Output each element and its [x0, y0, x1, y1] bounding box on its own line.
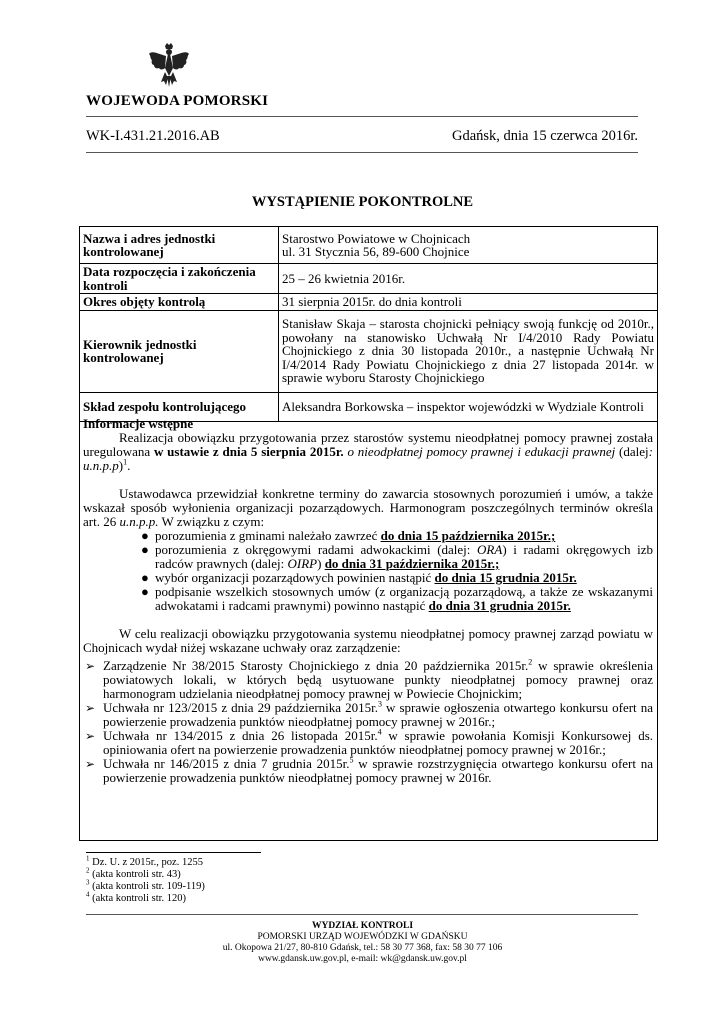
- intro-heading: Informacje wstępne: [83, 416, 194, 431]
- deadline: do dnia 15 grudnia 2015r.: [434, 570, 577, 585]
- place-date: Gdańsk, dnia 15 czerwca 2016r.: [451, 128, 638, 144]
- footnote: [86, 854, 205, 869]
- footnote-ref: 3: [377, 699, 382, 709]
- text: Zarządzenie Nr 38/2015 Starosty Chojnickiego z dnia 20 października 2015r.: [103, 658, 529, 673]
- text: w sprawie powołania Komisji Konkursowej ds. opiniowania ofert na powierzenie prowadzenia punktów nieodpłatnej pomocy prawnej w 2016r.;: [103, 728, 653, 757]
- deadline: do dnia 31 grudnia 2015r.: [428, 598, 571, 613]
- arrow-bullet-icon: ➢: [85, 701, 96, 715]
- footnote-number: 3: [86, 878, 90, 887]
- text: Uchwała nr 123/2015 z dnia 29 października 2015r.: [103, 700, 378, 715]
- row-value: 25 – 26 kwietnia 2016r.: [279, 264, 658, 294]
- text: podpisanie wszelkich stosownych umów (z organizacją pozarządową, a także ze wskazanymi adwokatami i radcami prawnymi) powinno nastąpić: [155, 584, 653, 613]
- text: porozumienia z okręgowymi radami adwokackimi (dalej:: [155, 542, 478, 557]
- footer: [0, 921, 725, 965]
- list-item: [83, 585, 653, 613]
- intro-paragraph-1: [83, 431, 653, 473]
- text: Uchwała nr 146/2015 z dnia 7 grudnia 2015r.: [103, 756, 350, 771]
- header-divider: [86, 116, 638, 117]
- table-row: [80, 294, 658, 311]
- footnote-number: 2: [86, 866, 90, 875]
- footer-address: ul. Okopowa 21/27, 80-810 Gdańsk, tel.: 58 30 77 368, fax: 58 30 77 106: [222, 943, 503, 953]
- text-italic: o nieodpłatnej pomocy prawnej i edukacji prawnej: [343, 444, 616, 459]
- footnote-ref: 4: [377, 727, 382, 737]
- footnotes: [86, 854, 205, 905]
- table-row: [80, 227, 658, 264]
- bullet-icon: ●: [141, 542, 149, 557]
- footer-department: WYDZIAŁ KONTROLI: [311, 921, 414, 931]
- text: porozumienia z gminami należało zawrzeć: [155, 528, 381, 543]
- list-item: [83, 543, 653, 571]
- footnote-number: 4: [86, 890, 90, 899]
- polish-eagle-emblem-icon: [148, 42, 190, 88]
- text: Uchwała nr 134/2015 z dnia 26 listopada 2015r.: [103, 728, 378, 743]
- text-italic: ORA: [477, 542, 503, 557]
- text: W związku z czym:: [158, 514, 265, 529]
- row-value: Starostwo Powiatowe w Chojnicach ul. 31 Stycznia 56, 89-600 Chojnice: [279, 227, 658, 264]
- text-italic: OIRP: [287, 556, 318, 571]
- list-item: [83, 729, 653, 757]
- text: w sprawie rozstrzygnięcia otwartego konkursu ofert na powierzenie prowadzenia punktów nieodpłatnej pomocy prawnej w 2016r.: [103, 756, 653, 785]
- footnote-text: Dz. U. z 2015r., poz. 1255: [89, 857, 203, 868]
- intro-paragraph-2: [83, 487, 653, 529]
- list-item: [83, 701, 653, 729]
- list-item: [83, 659, 653, 701]
- row-label: Kierownik jednostki kontrolowanej: [80, 310, 279, 392]
- row-label: Nazwa i adres jednostki kontrolowanej: [80, 227, 279, 264]
- text: Realizacja obowiązku przygotowania przez starostów systemu nieodpłatnej pomocy prawnej została uregulowana: [83, 430, 653, 459]
- intro-paragraph-3: W celu realizacji obowiązku przygotowania systemu nieodpłatnej pomocy prawnej zarząd powiatu w Chojnicach wydał niżej wskazane uchwały oraz zarządzenie:: [83, 626, 653, 655]
- footnote-number: 1: [86, 854, 90, 863]
- reference-number: WK-I.431.21.2016.AB: [86, 128, 220, 144]
- header-divider-bottom: [86, 152, 638, 153]
- row-label: Skład zespołu kontrolującego: [80, 392, 279, 421]
- list-item: [83, 571, 653, 585]
- text: w sprawie określenia powiatowych lokali, w których będą usytuowane punkty nieodpłatnej pomocy prawnej oraz harmonogram udzielania nieodpłatnej pomocy prawnej w Powiecie Chojnickim;: [103, 658, 653, 701]
- footnote-text: (akta kontroli str. 109-119): [89, 881, 205, 892]
- deadline: do dnia 15 października 2015r.;: [380, 528, 556, 543]
- text: wybór organizacji pozarządowych powinien nastąpić: [155, 570, 435, 585]
- deadline-list: [83, 529, 653, 613]
- list-item: [83, 757, 653, 785]
- bullet-icon: ●: [141, 528, 149, 543]
- footnote-divider: [86, 852, 261, 853]
- footer-divider: [86, 914, 638, 915]
- arrow-bullet-icon: ➢: [85, 757, 96, 771]
- text: (dalej: [615, 444, 649, 459]
- info-table: [79, 226, 658, 422]
- footer-office: POMORSKI URZĄD WOJEWÓDZKI W GDAŃSKU: [257, 932, 468, 942]
- row-value: 31 sierpnia 2015r. do dnia kontroli: [279, 294, 658, 311]
- row-value: Aleksandra Borkowska – inspektor wojewódzki w Wydziale Kontroli: [279, 392, 658, 421]
- text: .: [127, 458, 131, 473]
- footnote: [86, 866, 205, 881]
- table-row: [80, 310, 658, 392]
- footnote-text: (akta kontroli str. 120): [89, 893, 187, 904]
- text-italic: u.n.p.p.: [119, 514, 159, 529]
- text: ): [118, 458, 124, 473]
- footer-web: www.gdansk.uw.gov.pl, e-mail: wk@gdansk.uw.gov.pl: [258, 954, 467, 964]
- arrow-bullet-icon: ➢: [85, 659, 96, 673]
- footnote-text: (akta kontroli str. 43): [89, 869, 181, 880]
- footnote: [86, 878, 205, 893]
- document-title: WYSTĄPIENIE POKONTROLNE: [251, 194, 474, 210]
- resolutions-list: [83, 659, 653, 785]
- footnote-ref: 2: [528, 657, 533, 667]
- row-label: Okres objęty kontrolą: [80, 294, 279, 311]
- text: Ustawodawca przewidział konkretne terminy do zawarcia stosownych porozumień i umów, a także wskazał sposób wyłonienia organizacji pozarządowych. Harmonogram poszczególnych terminów określa art. 26: [83, 486, 653, 529]
- text-italic: : u.n.p.p: [83, 444, 653, 473]
- footnote-ref: 1: [123, 457, 128, 467]
- text: ) i radami okręgowych izb radców prawnych (dalej:: [155, 542, 653, 571]
- organization-name: WOJEWODA POMORSKI: [86, 93, 269, 109]
- arrow-bullet-icon: ➢: [85, 729, 96, 743]
- text: w sprawie ogłoszenia otwartego konkursu ofert na powierzenie prowadzenia punktów nieodpłatnej pomocy prawnej w 2016r.;: [103, 700, 653, 729]
- row-label: Data rozpoczęcia i zakończenia kontroli: [80, 264, 279, 294]
- bullet-icon: ●: [141, 584, 149, 599]
- text-bold: w ustawie z dnia 5 sierpnia 2015r.: [153, 444, 344, 459]
- row-value: Stanisław Skaja – starosta chojnicki pełniący swoją funkcję od 2010r., powołany na stanowisko Uchwałą Nr I/4/2010 Rady Powiatu Chojnickiego z dnia 30 listopada 2010r., a następnie Uchwałą Nr I/4/2014 Rady Powiatu Chojnickiego z dnia 27 listopada 2014r. w sprawie wyboru Starosty Chojnickiego: [279, 310, 658, 392]
- deadline: do dnia 31 października 2015r.;: [324, 556, 500, 571]
- intro-section: [83, 417, 653, 785]
- footnote: [86, 890, 205, 905]
- text: ): [317, 556, 325, 571]
- table-row: [80, 264, 658, 294]
- list-item: [83, 529, 653, 543]
- footnote-ref: 5: [349, 755, 354, 765]
- bullet-icon: ●: [141, 570, 149, 585]
